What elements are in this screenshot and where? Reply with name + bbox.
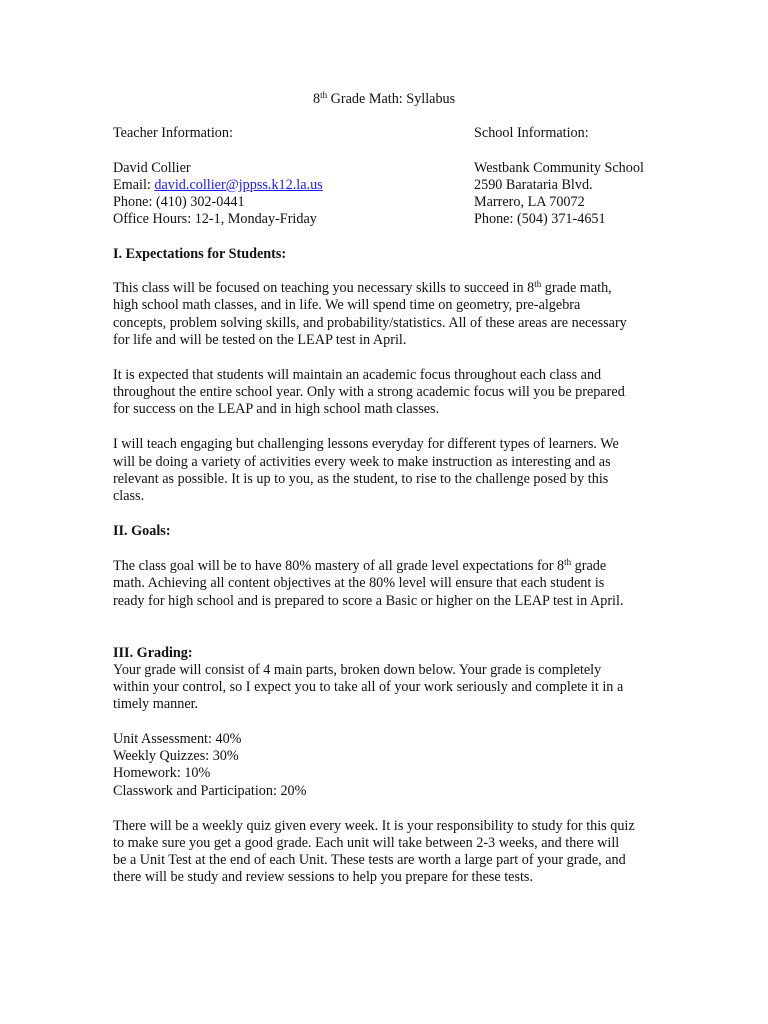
expectations-p3-line2: will be doing a variety of activities every week to make instruction as interesting and as xyxy=(113,454,611,470)
expectations-p1-line4: for life and will be tested on the LEAP test in April. xyxy=(113,332,407,348)
expectations-p2-line3: for success on the LEAP and in high school math classes. xyxy=(113,401,440,417)
expectations-p2-line2: throughout the entire school year. Only with a strong academic focus will you be prepared xyxy=(113,384,625,400)
goals-p1-line3: ready for high school and is prepared to score a Basic or higher on the LEAP test in April. xyxy=(113,593,624,609)
teacher-office-hours: Office Hours: 12-1, Monday-Friday xyxy=(113,211,317,227)
grading-p2-line2: to make sure you get a good grade. Each unit will take between 2-3 weeks, and there will xyxy=(113,835,620,851)
document-title: 8th Grade Math: Syllabus xyxy=(313,90,456,107)
grading-p2-line3: be a Unit Test at the end of each Unit. These tests are worth a large part of your grade, and xyxy=(113,852,626,868)
goals-p1-line1: The class goal will be to have 80% mastery of all grade level expectations for 8th grade xyxy=(113,557,607,574)
expectations-p3-line3: relevant as possible. It is up to you, as the student, to rise to the challenge posed by this xyxy=(113,471,609,487)
expectations-p1-line3: concepts, problem solving skills, and probability/statistics. All of these areas are necessary xyxy=(113,315,627,331)
email-link[interactable]: david.collier@jppss.k12.la.us xyxy=(154,177,323,193)
school-phone: Phone: (504) 371-4651 xyxy=(474,211,606,227)
expectations-p3-line1: I will teach engaging but challenging lessons everyday for different types of learners. We xyxy=(113,436,619,452)
expectations-p1-line2: high school math classes, and in life. We will spend time on geometry, pre-algebra xyxy=(113,297,581,313)
grading-p1-line3: timely manner. xyxy=(113,696,199,712)
school-address-line1: 2590 Barataria Blvd. xyxy=(474,177,593,193)
school-name: Westbank Community School xyxy=(474,160,644,176)
grade-unit-assessment: Unit Assessment: 40% xyxy=(113,731,242,747)
grading-p2-line4: there will be study and review sessions to help you prepare for these tests. xyxy=(113,869,533,885)
teacher-phone: Phone: (410) 302-0441 xyxy=(113,194,245,210)
expectations-p3-line4: class. xyxy=(113,488,145,504)
grade-weekly-quizzes: Weekly Quizzes: 30% xyxy=(113,748,239,764)
teacher-email: Email: david.collier@jppss.k12.la.us xyxy=(113,177,323,193)
school-address-line2: Marrero, LA 70072 xyxy=(474,194,585,210)
grade-homework: Homework: 10% xyxy=(113,765,211,781)
teacher-name: David Collier xyxy=(113,160,191,176)
expectations-p1-line1: This class will be focused on teaching you necessary skills to succeed in 8th grade math, xyxy=(113,279,612,296)
expectations-p2-line1: It is expected that students will maintain an academic focus throughout each class and xyxy=(113,367,602,383)
grade-classwork: Classwork and Participation: 20% xyxy=(113,783,307,799)
goals-p1-line2: math. Achieving all content objectives at the 80% level will ensure that each student is xyxy=(113,575,605,591)
grading-p1-line1: Your grade will consist of 4 main parts, broken down below. Your grade is completely xyxy=(113,662,602,678)
grading-p2-line1: There will be a weekly quiz given every week. It is your responsibility to study for this quiz xyxy=(113,818,635,834)
section-grading-heading: III. Grading: xyxy=(113,645,193,661)
school-info-heading: School Information: xyxy=(474,125,589,141)
grading-p1-line2: within your control, so I expect you to take all of your work seriously and complete it in a xyxy=(113,679,624,695)
teacher-info-heading: Teacher Information: xyxy=(113,125,233,141)
section-goals-heading: II. Goals: xyxy=(113,523,171,539)
section-expectations-heading: I. Expectations for Students: xyxy=(113,246,287,262)
